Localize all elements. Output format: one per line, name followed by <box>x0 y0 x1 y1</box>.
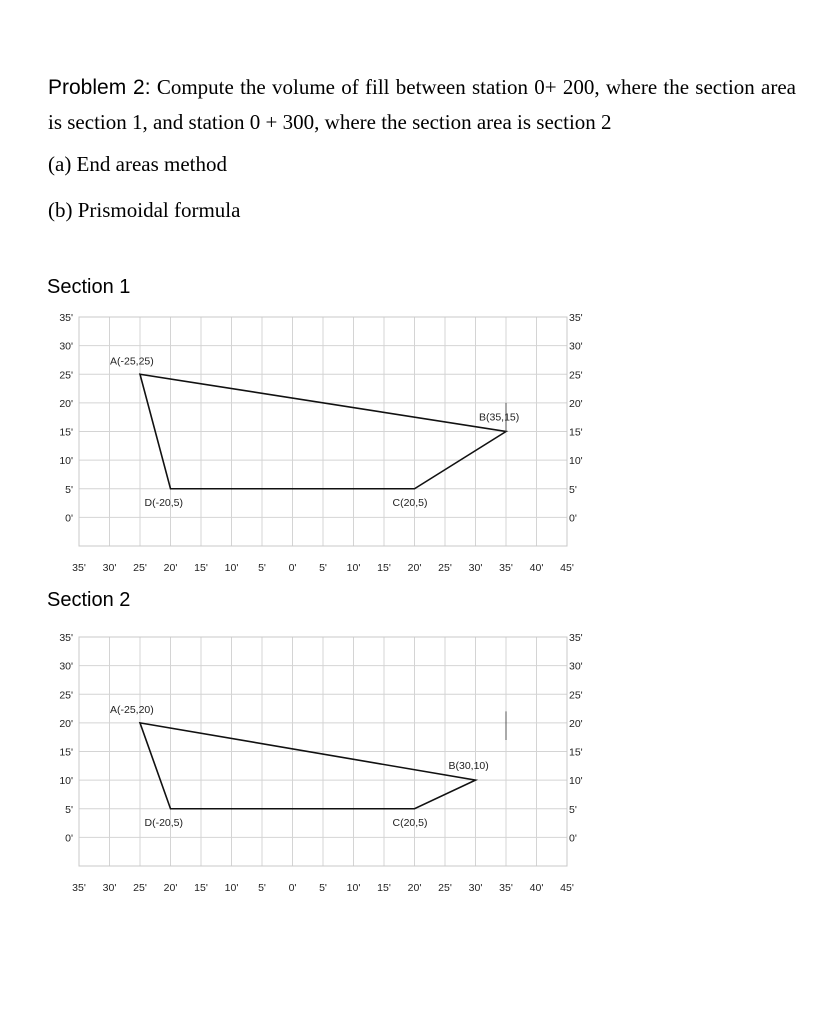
point-label-a: A(-25,20) <box>110 703 154 716</box>
x-tick-label: 0' <box>288 882 297 894</box>
section-1-title: Section 1 <box>47 276 131 298</box>
y-tick-label-right: 25' <box>569 689 583 702</box>
y-tick-label-right: 20' <box>569 717 583 730</box>
x-tick-label: 25' <box>133 562 147 574</box>
x-tick-label: 40' <box>529 882 544 894</box>
y-tick-label-left: 30' <box>59 340 73 353</box>
y-tick-label-left: 35' <box>59 312 73 324</box>
y-tick-label-right: 0' <box>569 512 577 525</box>
x-tick-label: 5' <box>258 882 266 894</box>
point-label-c: C(20,5) <box>392 496 428 509</box>
point-label-a: A(-25,25) <box>110 355 154 368</box>
x-tick-label: 10' <box>224 562 239 574</box>
problem-statement <box>48 70 796 139</box>
x-tick-label: 10' <box>346 562 361 574</box>
y-tick-label-left: 10' <box>59 775 73 788</box>
x-tick-label: 0' <box>288 562 297 574</box>
x-tick-label: 35' <box>499 882 513 894</box>
grid <box>79 317 567 546</box>
y-tick-label-right: 35' <box>569 312 583 324</box>
point-label-b: B(30,10) <box>448 760 489 773</box>
y-tick-label-left: 35' <box>59 632 73 644</box>
x-tick-label: 20' <box>407 882 422 894</box>
y-tick-label-left: 10' <box>59 455 73 468</box>
point-label-c: C(20,5) <box>392 816 428 829</box>
y-tick-label-right: 35' <box>569 632 583 644</box>
x-tick-label: 35' <box>72 882 86 894</box>
y-tick-label-right: 20' <box>569 397 583 410</box>
x-tick-label: 15' <box>377 882 391 894</box>
x-tick-label: 20' <box>163 882 178 894</box>
y-tick-label-right: 25' <box>569 369 583 382</box>
x-tick-label: 20' <box>407 562 422 574</box>
x-tick-label: 25' <box>133 882 147 894</box>
x-tick-label: 30' <box>468 562 483 574</box>
x-tick-label: 25' <box>438 562 452 574</box>
x-tick-label: 15' <box>377 562 391 574</box>
y-tick-label-right: 10' <box>569 775 583 788</box>
problem-label: Problem 2: <box>48 76 151 99</box>
x-tick-label: 10' <box>224 882 239 894</box>
point-label-b: B(35,15) <box>479 411 520 424</box>
x-tick-label: 5' <box>319 882 327 894</box>
x-tick-label: 30' <box>468 882 483 894</box>
x-tick-label: 10' <box>346 882 361 894</box>
grid <box>79 637 567 866</box>
x-tick-label: 30' <box>102 562 117 574</box>
y-tick-label-left: 20' <box>59 717 73 730</box>
y-tick-label-left: 30' <box>59 660 73 673</box>
y-tick-label-left: 0' <box>65 832 73 845</box>
y-tick-label-left: 0' <box>65 512 73 525</box>
x-tick-label: 20' <box>163 562 178 574</box>
section-outline <box>140 723 476 809</box>
y-tick-label-left: 25' <box>59 369 73 382</box>
x-tick-label: 35' <box>499 562 513 574</box>
x-tick-label: 40' <box>529 562 544 574</box>
section-2-diagram <box>0 620 835 910</box>
x-tick-label: 35' <box>72 562 86 574</box>
section-1-diagram <box>0 300 835 590</box>
y-tick-label-right: 15' <box>569 746 583 759</box>
y-tick-label-left: 25' <box>59 689 73 702</box>
y-tick-label-left: 5' <box>65 483 73 496</box>
point-label-d: D(-20,5) <box>144 816 184 829</box>
x-tick-label: 45' <box>560 882 574 894</box>
y-tick-label-left: 5' <box>65 803 73 816</box>
x-tick-label: 15' <box>194 882 208 894</box>
y-tick-label-right: 5' <box>569 803 577 816</box>
y-tick-label-right: 15' <box>569 426 583 439</box>
x-tick-label: 30' <box>102 882 117 894</box>
y-tick-label-right: 0' <box>569 832 577 845</box>
x-tick-label: 25' <box>438 882 452 894</box>
y-tick-label-left: 20' <box>59 397 73 410</box>
x-tick-label: 45' <box>560 562 574 574</box>
x-tick-label: 5' <box>319 562 327 574</box>
part-b: (b) Prismoidal formula <box>48 198 241 222</box>
y-tick-label-left: 15' <box>59 426 73 439</box>
x-tick-label: 5' <box>258 562 266 574</box>
y-tick-label-left: 15' <box>59 746 73 759</box>
part-a: (a) End areas method <box>48 152 228 176</box>
problem-text: Compute the volume of fill between station 0+ 200, where the section area is section 1, and station 0 + 300, where the section area is section 2 <box>48 75 797 134</box>
y-tick-label-right: 30' <box>569 660 583 673</box>
y-tick-label-right: 10' <box>569 455 583 468</box>
y-tick-label-right: 30' <box>569 340 583 353</box>
section-2-title: Section 2 <box>47 589 131 611</box>
y-tick-label-right: 5' <box>569 483 577 496</box>
point-label-d: D(-20,5) <box>144 496 184 509</box>
x-tick-label: 15' <box>194 562 208 574</box>
